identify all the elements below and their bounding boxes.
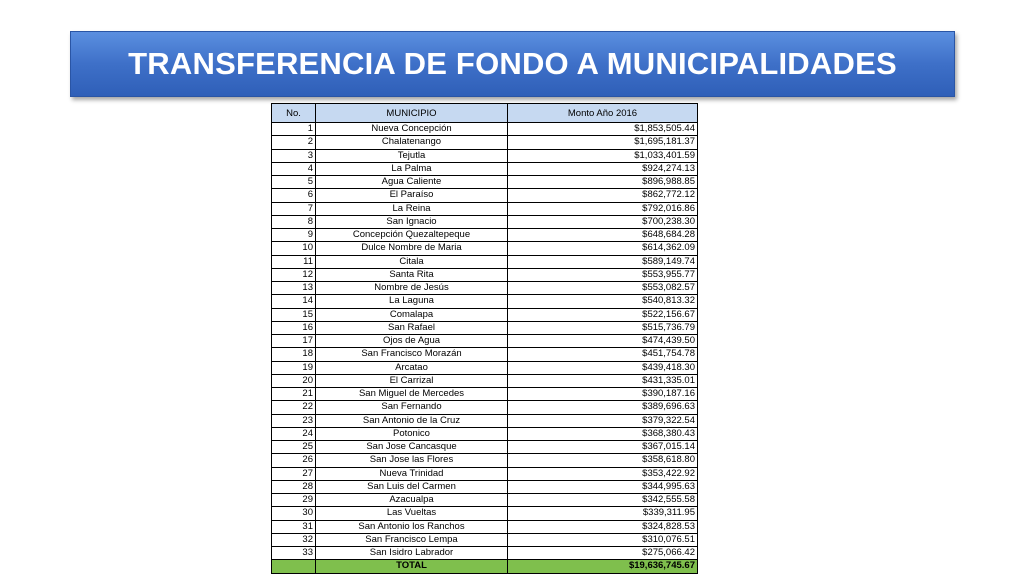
table-row [272,255,698,268]
municipio-name: La Reina [316,202,508,215]
table-row [272,467,698,480]
row-number: 5 [272,176,316,189]
monto-value: $339,311.95 [508,507,698,520]
municipio-name: Comalapa [316,308,508,321]
row-number: 32 [272,533,316,546]
monto-value: $342,555.58 [508,494,698,507]
table-row [272,189,698,202]
monto-value: $1,033,401.59 [508,149,698,162]
row-number: 4 [272,162,316,175]
municipio-name: La Laguna [316,295,508,308]
municipio-name: San Antonio de la Cruz [316,414,508,427]
table-row [272,149,698,162]
municipio-name: Chalatenango [316,136,508,149]
total-no-cell [272,560,316,573]
table-row [272,480,698,493]
monto-value: $589,149.74 [508,255,698,268]
row-number: 31 [272,520,316,533]
table-row [272,374,698,387]
row-number: 16 [272,321,316,334]
monto-value: $614,362.09 [508,242,698,255]
page-title: TRANSFERENCIA DE FONDO A MUNICIPALIDADES [128,46,897,81]
row-number: 25 [272,441,316,454]
table-body [272,123,698,560]
table-row [272,123,698,136]
monto-value: $310,076.51 [508,533,698,546]
monto-value: $515,736.79 [508,321,698,334]
municipio-name: Concepción Quezaltepeque [316,229,508,242]
municipio-name: San Francisco Morazán [316,348,508,361]
table-row [272,321,698,334]
municipio-name: El Paraíso [316,189,508,202]
monto-value: $367,015.14 [508,441,698,454]
row-number: 2 [272,136,316,149]
row-number: 11 [272,255,316,268]
table-row [272,215,698,228]
row-number: 10 [272,242,316,255]
monto-value: $451,754.78 [508,348,698,361]
transfer-table [271,103,698,574]
table-header-row [272,104,698,123]
table-row [272,547,698,560]
row-number: 19 [272,361,316,374]
municipio-name: El Carrizal [316,374,508,387]
municipio-name: Nombre de Jesús [316,282,508,295]
row-number: 17 [272,335,316,348]
municipio-name: Tejutla [316,149,508,162]
row-number: 13 [272,282,316,295]
monto-value: $379,322.54 [508,414,698,427]
row-number: 7 [272,202,316,215]
row-number: 22 [272,401,316,414]
monto-value: $924,274.13 [508,162,698,175]
table-row [272,242,698,255]
municipio-name: Santa Rita [316,268,508,281]
municipio-name: San Antonio los Ranchos [316,520,508,533]
monto-value: $368,380.43 [508,427,698,440]
monto-value: $324,828.53 [508,520,698,533]
row-number: 30 [272,507,316,520]
row-number: 33 [272,547,316,560]
municipio-name: Arcatao [316,361,508,374]
row-number: 8 [272,215,316,228]
table-row [272,361,698,374]
municipio-name: Dulce Nombre de Maria [316,242,508,255]
municipio-name: San Jose las Flores [316,454,508,467]
row-number: 29 [272,494,316,507]
monto-value: $540,813.32 [508,295,698,308]
monto-value: $1,695,181.37 [508,136,698,149]
total-amount: $19,636,745.67 [508,560,698,573]
row-number: 27 [272,467,316,480]
monto-value: $389,696.63 [508,401,698,414]
row-number: 12 [272,268,316,281]
municipio-name: Citala [316,255,508,268]
municipio-name: San Isidro Labrador [316,547,508,560]
table-row [272,533,698,546]
table-row [272,162,698,175]
table-row [272,427,698,440]
municipio-name: San Jose Cancasque [316,441,508,454]
municipio-name: San Luis del Carmen [316,480,508,493]
municipio-name: San Miguel de Mercedes [316,388,508,401]
monto-value: $344,995.63 [508,480,698,493]
row-number: 26 [272,454,316,467]
monto-value: $792,016.86 [508,202,698,215]
monto-value: $553,082.57 [508,282,698,295]
row-number: 1 [272,123,316,136]
row-number: 28 [272,480,316,493]
monto-value: $522,156.67 [508,308,698,321]
municipio-name: Ojos de Agua [316,335,508,348]
table-row [272,176,698,189]
table-row [272,441,698,454]
municipio-name: Las Vueltas [316,507,508,520]
total-label: TOTAL [316,560,508,573]
table-row [272,308,698,321]
municipio-name: San Ignacio [316,215,508,228]
table-row [272,520,698,533]
monto-value: $862,772.12 [508,189,698,202]
table-row [272,136,698,149]
row-number: 21 [272,388,316,401]
table-row [272,348,698,361]
monto-value: $474,439.50 [508,335,698,348]
monto-value: $700,238.30 [508,215,698,228]
row-number: 9 [272,229,316,242]
monto-value: $431,335.01 [508,374,698,387]
row-number: 18 [272,348,316,361]
table-row [272,414,698,427]
row-number: 14 [272,295,316,308]
municipio-name: La Palma [316,162,508,175]
municipio-name: Azacualpa [316,494,508,507]
table-row [272,494,698,507]
header-no: No. [272,104,316,123]
monto-value: $553,955.77 [508,268,698,281]
municipio-name: Nueva Trinidad [316,467,508,480]
municipio-name: Nueva Concepción [316,123,508,136]
municipio-name: Agua Caliente [316,176,508,189]
table-row [272,282,698,295]
table-row [272,401,698,414]
total-row [272,560,698,573]
title-banner [70,31,955,97]
table-row [272,335,698,348]
table-row [272,295,698,308]
municipio-name: Potonico [316,427,508,440]
header-monto: Monto Año 2016 [508,104,698,123]
table-row [272,202,698,215]
table-row [272,507,698,520]
municipio-name: San Fernando [316,401,508,414]
row-number: 23 [272,414,316,427]
row-number: 20 [272,374,316,387]
monto-value: $1,853,505.44 [508,123,698,136]
header-municipio: MUNICIPIO [316,104,508,123]
monto-value: $896,988.85 [508,176,698,189]
monto-value: $353,422.92 [508,467,698,480]
municipio-name: San Francisco Lempa [316,533,508,546]
table-row [272,229,698,242]
table-row [272,388,698,401]
table-row [272,268,698,281]
row-number: 6 [272,189,316,202]
row-number: 15 [272,308,316,321]
monto-value: $390,187.16 [508,388,698,401]
monto-value: $275,066.42 [508,547,698,560]
row-number: 24 [272,427,316,440]
row-number: 3 [272,149,316,162]
municipio-name: San Rafael [316,321,508,334]
monto-value: $439,418.30 [508,361,698,374]
table-row [272,454,698,467]
monto-value: $648,684.28 [508,229,698,242]
monto-value: $358,618.80 [508,454,698,467]
